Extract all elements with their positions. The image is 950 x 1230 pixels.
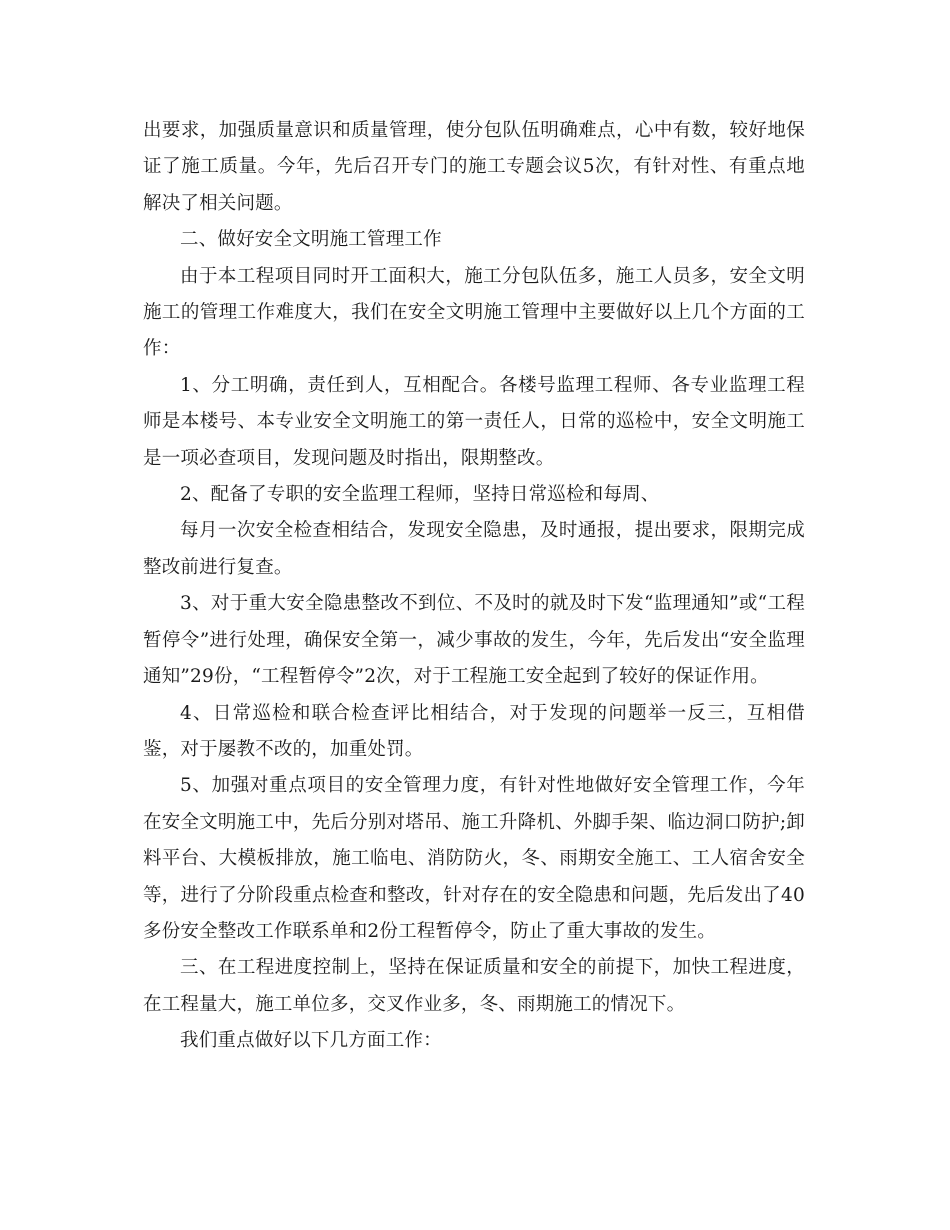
- section-heading-safety: 二、做好安全文明施工管理工作: [180, 229, 442, 251]
- paragraph-item-2-continued: 每月一次安全检查相结合，发现安全隐患，及时通报，提出要求，限期完成整改前进行复查。: [143, 520, 805, 578]
- paragraph-item-1: 1、分工明确，责任到人，互相配合。各楼号监理工程师、各专业监理工程师是本楼号、本专业安全文明施工的第一责任人，日常的巡检中，安全文明施工是一项必查项目，发现问题及时指出，限期整改。: [143, 374, 805, 469]
- paragraph-safety-intro: 由于本工程项目同时开工面积大，施工分包队伍多，施工人员多，安全文明施工的管理工作难度大，我们在安全文明施工管理中主要做好以上几个方面的工作：: [143, 265, 805, 360]
- section-heading-schedule: 三、在工程进度控制上，坚持在保证质量和安全的前提下，加快工程进度，在工程量大，施工单位多，交叉作业多，冬、雨期施工的情况下。: [143, 957, 805, 1015]
- paragraph-item-2: 2、配备了专职的安全监理工程师，坚持日常巡检和每周、: [180, 484, 660, 506]
- paragraph-item-4: 4、日常巡检和联合检查评比相结合，对于发现的问题举一反三，互相借鉴，对于屡教不改的，加重处罚。: [143, 702, 805, 760]
- paragraph-item-3: 3、对于重大安全隐患整改不到位、不及时的就及时下发“监理通知”或“工程暂停令”进行处理，确保安全第一，减少事故的发生，今年，先后发出“安全监理通知”29份，“工程暂停令”2次，对于工程施工安全起到了较好的保证作用。: [143, 593, 805, 688]
- document-body: [143, 113, 805, 1060]
- paragraph-continuation: 出要求，加强质量意识和质量管理，使分包队伍明确难点，心中有数，较好地保证了施工质量。今年，先后召开专门的施工专题会议5次，有针对性、有重点地解决了相关问题。: [143, 120, 805, 214]
- paragraph-schedule-intro: 我们重点做好以下几方面工作：: [180, 1030, 442, 1052]
- paragraph-item-5: 5、加强对重点项目的安全管理力度，有针对性地做好安全管理工作，今年在安全文明施工中，先后分别对塔吊、施工升降机、外脚手架、临边洞口防护;卸料平台、大模板排放，施工临电、消防防火，冬、雨期安全施工、工人宿舍安全等，进行了分阶段重点检查和整改，针对存在的安全隐患和问题，先后发出了40多份安全整改工作联系单和2份工程暂停令，防止了重大事故的发生。: [143, 775, 805, 942]
